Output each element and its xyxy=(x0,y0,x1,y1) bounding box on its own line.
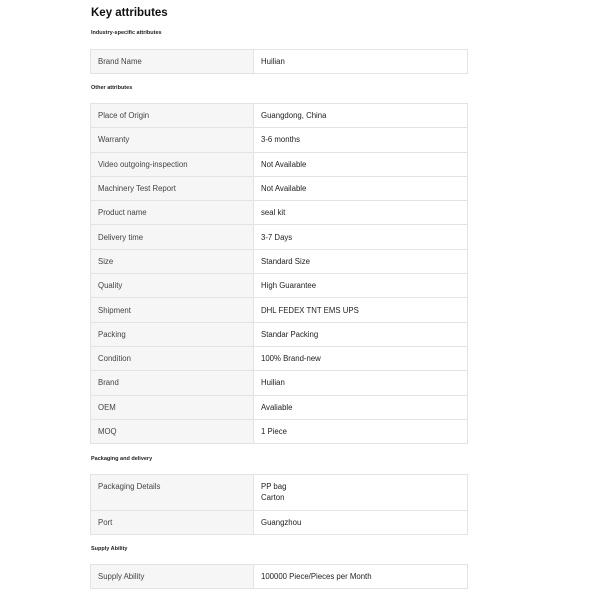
page-title: Key attributes xyxy=(91,7,168,19)
attribute-key: Brand Name xyxy=(91,50,254,74)
attribute-key: Video outgoing-inspection xyxy=(91,152,254,176)
table-row xyxy=(91,104,468,128)
attribute-value: 100000 Piece/Pieces per Month xyxy=(254,565,468,589)
table-row xyxy=(91,419,468,443)
attribute-value: Not Available xyxy=(254,152,468,176)
attribute-key: Product name xyxy=(91,201,254,225)
industry-attributes-table xyxy=(90,49,468,74)
table-row xyxy=(91,249,468,273)
attribute-key: Delivery time xyxy=(91,225,254,249)
table-row xyxy=(91,395,468,419)
attribute-key: OEM xyxy=(91,395,254,419)
section-title-other: Other attributes xyxy=(91,85,133,91)
attribute-value: 1 Piece xyxy=(254,419,468,443)
table-row xyxy=(91,322,468,346)
other-attributes-table xyxy=(90,103,468,444)
attribute-key: Condition xyxy=(91,346,254,370)
attribute-key: Packaging Details xyxy=(91,475,254,511)
table-row xyxy=(91,298,468,322)
attribute-value: Not Available xyxy=(254,176,468,200)
attribute-value: Guangdong, China xyxy=(254,104,468,128)
attribute-value: Standar Packing xyxy=(254,322,468,346)
attribute-value-line: PP bag xyxy=(261,482,287,491)
attribute-value: 3-7 Days xyxy=(254,225,468,249)
attribute-key: Port xyxy=(91,511,254,535)
table-row xyxy=(91,371,468,395)
attribute-key: Machinery Test Report xyxy=(91,176,254,200)
table-row xyxy=(91,128,468,152)
table-row xyxy=(91,50,468,74)
attribute-key: Brand xyxy=(91,371,254,395)
attribute-key: Packing xyxy=(91,322,254,346)
table-row xyxy=(91,565,468,589)
packaging-table xyxy=(90,474,468,535)
section-title-packaging: Packaging and delivery xyxy=(91,456,153,462)
attribute-value: Huilian xyxy=(254,371,468,395)
attribute-key: Shipment xyxy=(91,298,254,322)
supply-table xyxy=(90,564,468,589)
attribute-value: 100% Brand-new xyxy=(254,346,468,370)
table-row xyxy=(91,152,468,176)
attribute-value xyxy=(254,475,468,511)
attribute-key: Place of Origin xyxy=(91,104,254,128)
attribute-value: Huilian xyxy=(254,50,468,74)
attribute-value: Standard Size xyxy=(254,249,468,273)
table-row xyxy=(91,225,468,249)
attribute-value-line: Carton xyxy=(261,493,285,502)
attribute-value: Guangzhou xyxy=(254,511,468,535)
section-title-supply: Supply Ability xyxy=(91,546,128,552)
attribute-key: Size xyxy=(91,249,254,273)
attribute-value: DHL FEDEX TNT EMS UPS xyxy=(254,298,468,322)
attribute-value: Avaliable xyxy=(254,395,468,419)
table-row xyxy=(91,511,468,535)
table-row xyxy=(91,346,468,370)
attribute-value: High Guarantee xyxy=(254,274,468,298)
table-row xyxy=(91,201,468,225)
table-row xyxy=(91,274,468,298)
attribute-key: Warranty xyxy=(91,128,254,152)
attribute-key: Supply Ability xyxy=(91,565,254,589)
attribute-value: 3-6 months xyxy=(254,128,468,152)
table-row xyxy=(91,176,468,200)
attribute-key: MOQ xyxy=(91,419,254,443)
attribute-value: seal kit xyxy=(254,201,468,225)
attribute-key: Quality xyxy=(91,274,254,298)
table-row xyxy=(91,475,468,511)
section-title-industry: Industry-specific attributes xyxy=(91,30,162,36)
